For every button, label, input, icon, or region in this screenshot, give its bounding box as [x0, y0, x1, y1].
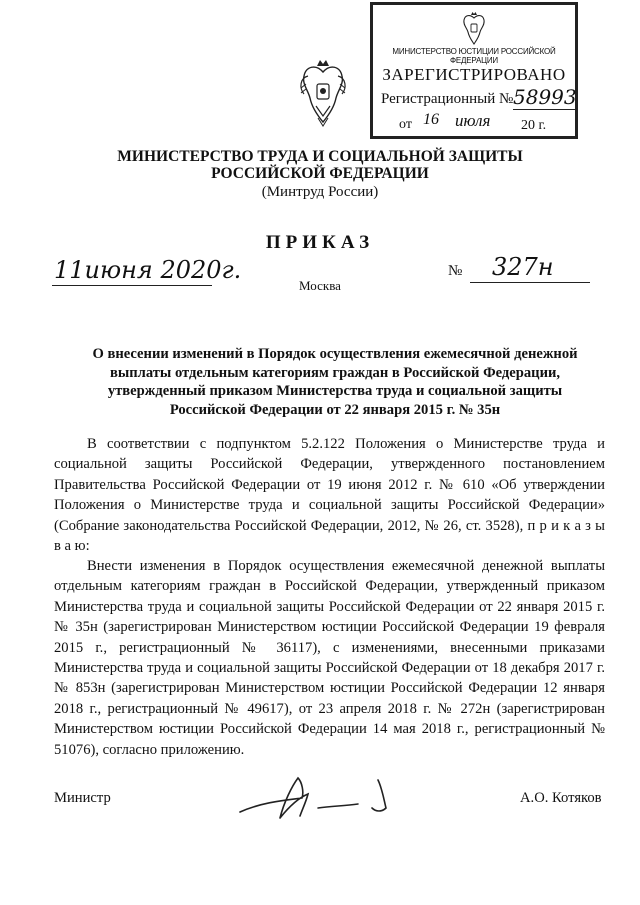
stamp-ministry: МИНИСТЕРСТВО ЮСТИЦИИ РОССИЙСКОЙ ФЕДЕРАЦИИ: [392, 47, 556, 65]
body-paragraph-1: В соответствии с подпунктом 5.2.122 Положения о Министерстве труда и социальной защиты Российской Федерации, утвержденного постановлением Правительства Российской Федерации от 19 июня 2012 г. № 610 «Об утверждении Положения о Министерстве труда и социальной защиты Российской Федерации» (Собрание законодательства Российской Федерации, 2012, № 26, ст. 3528), п р и к а з ы в а ю:: [54, 436, 605, 555]
coat-of-arms-icon: [298, 58, 348, 128]
signatory-position: Министр: [54, 790, 111, 806]
body-paragraph-2: Внести изменения в Порядок осуществления ежемесячной денежной выплаты отдельным категориям граждан в Российской Федерации, утвержденный приказом Министерства труда и социальной защиты Российской Федерации от 22 января 2015 г. № 35н (зарегистрирован Министерством юстиции Российской Федерации 19 февраля 2015 г., регистрационный № 36117), с изменениями, внесенными приказами Министерства труда и социальной защиты Российской Федерации от 18 декабря 2017 г. № 853н (зарегистрирован Министерством юстиции Российской Федерации 12 января 2018 г., регистрационный № 49617), от 23 апреля 2018 г. № 272н (зарегистрирован Министерством юстиции Российской Федерации 14 мая 2018 г., регистрационный № 51076), согласно приложению.: [54, 558, 605, 758]
stamp-from-label: от: [399, 117, 412, 132]
order-city: Москва: [299, 278, 341, 293]
registration-stamp: [370, 2, 578, 139]
handwritten-signature: [232, 772, 412, 824]
ministry-short-name: (Минтруд России): [261, 184, 379, 200]
stamp-reg-label: Регистрационный №: [381, 91, 514, 107]
stamp-year: 20 г.: [521, 118, 547, 133]
stamp-registered: ЗАРЕГИСТРИРОВАНО: [382, 65, 566, 84]
order-heading: ПРИКАЗ: [265, 232, 375, 253]
ministry-line2: РОССИЙСКОЙ ФЕДЕРАЦИИ: [211, 165, 429, 182]
stamp-reg-number: 58993: [513, 85, 577, 109]
order-number-label: №: [448, 263, 463, 279]
stamp-month: июля: [455, 111, 491, 130]
document-title: О внесении изменений в Порядок осуществления ежемесячной денежной выплаты отдельным категориям граждан в Российской Федерации, утвержденный приказом Министерства труда и социальной защиты Российской Федерации от 22 января 2015 г. № 35н: [92, 346, 578, 418]
order-date: 11июня 2020г.: [54, 256, 242, 284]
stamp-emblem-icon: [461, 11, 487, 45]
ministry-name: [0, 148, 640, 182]
signatory-name: А.О. Котяков: [520, 790, 602, 806]
ministry-line1: МИНИСТЕРСТВО ТРУДА И СОЦИАЛЬНОЙ ЗАЩИТЫ: [117, 148, 523, 165]
stamp-day: 16: [423, 111, 439, 128]
order-number: 327н: [492, 253, 554, 281]
